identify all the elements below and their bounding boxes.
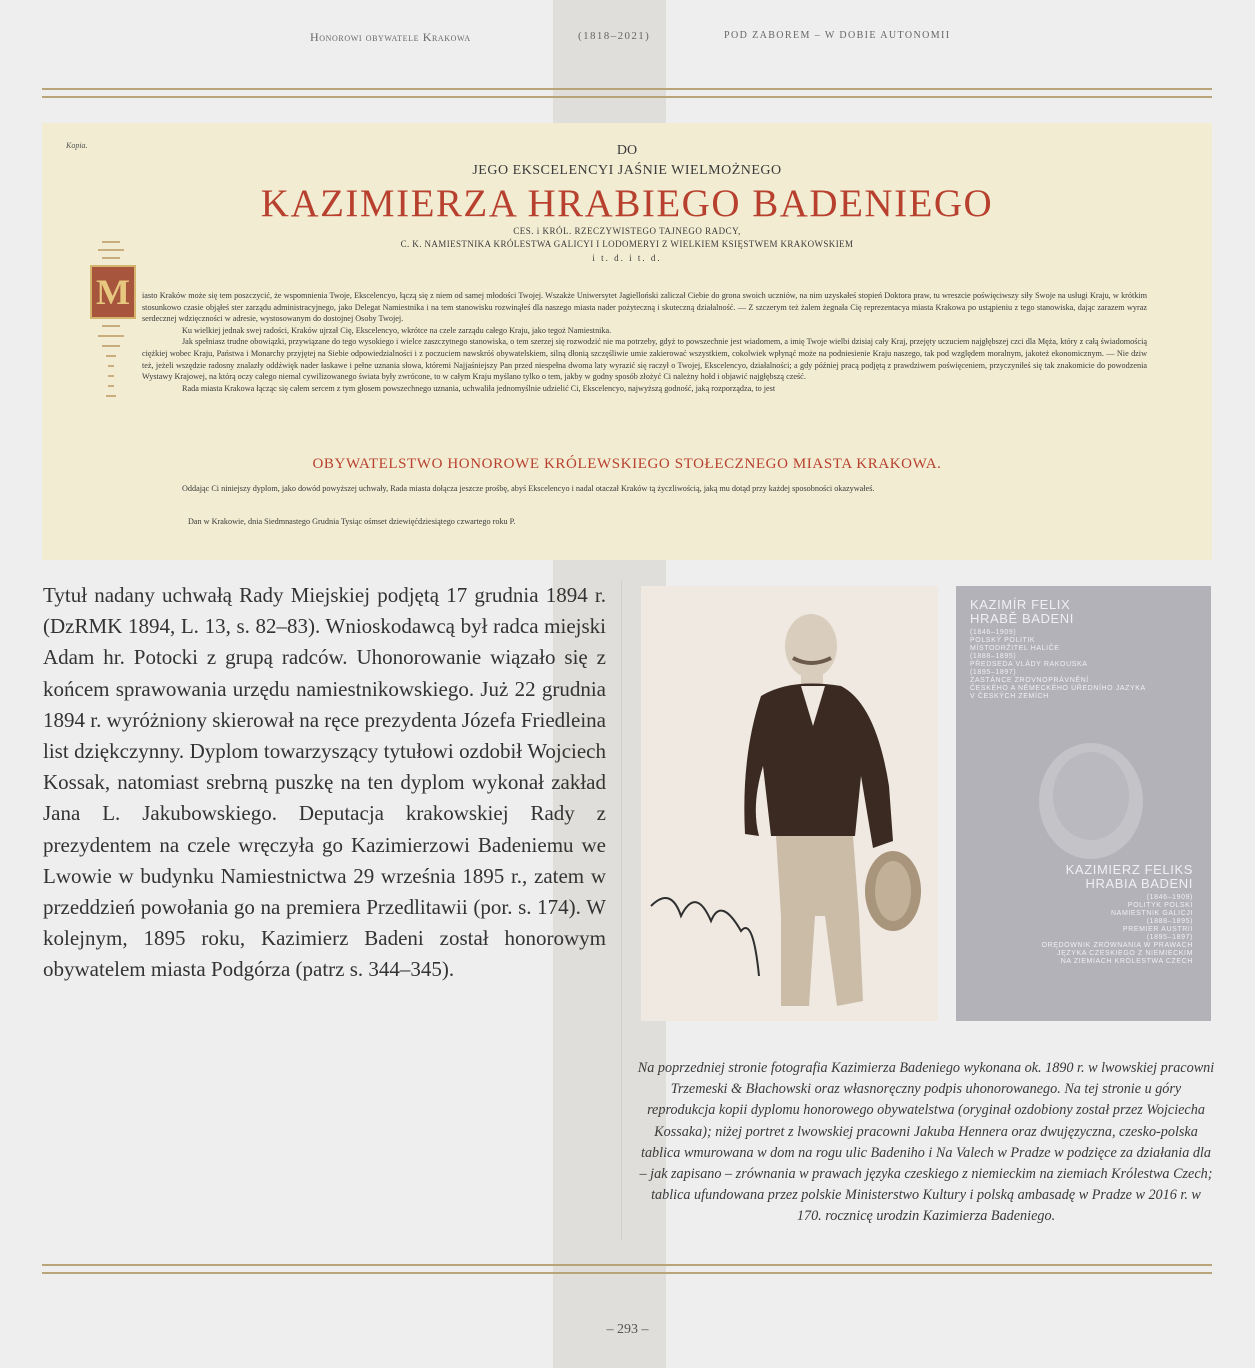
plaque-line: ČESKÉHO A NĚMECKÉHO ÚŘEDNÍHO JAZYKA	[970, 685, 1146, 692]
plaque-czech-name	[970, 598, 1211, 626]
plaque-line: (1888–1895)	[1146, 918, 1193, 925]
ornament-line	[102, 325, 120, 327]
ornament-line	[106, 395, 116, 397]
top-rule	[42, 88, 1212, 98]
plaque-line: ZASTÁNCE ZROVNOPRÁVNĚNÍ	[970, 677, 1089, 684]
diploma-paragraph: Ku wielkiej jednak swej radości, Kraków ujrzał Cię, Ekscelencyo, wkrótce na czele zarządu całego Kraju, jako tegoż Namiestnika.	[182, 325, 612, 335]
diploma-closing-paragraph: Oddając Ci niniejszy dyplom, jako dowód powyższej uchwały, Rada miasta dołącza jeszcze prośbę, abyś Ekscelencyo i nadal otaczał Kraków tą życzliwością, jaką mu dotąd przy każdej sposobności okazywałeś.	[182, 484, 875, 493]
running-header-right: POD ZABOREM – W DOBIE AUTONOMII	[724, 30, 951, 41]
memorial-plaque	[956, 586, 1211, 1021]
ornament-line	[108, 365, 114, 367]
main-text: Tytuł nadany uchwałą Rady Miejskiej podjętą 17 grudnia 1894 r. (DzRMK 1894, L. 13, s. 82–83). Wnioskodawcą był radca miejski Adam hr. Potocki z grupą radców. Uhonorowanie wiązało się z końcem sprawowania urzędu namiestnikowskiego. Już 22 grudnia 1894 r. wyróżniony skierował na ręce prezydenta Józefa Friedleina list dziękczynny. Dyplom towarzyszący tytułowi ozdobił Wojciech Kossak, natomiast srebrną puszkę na ten dyplom wykonał zakład Jana L. Jakubowskiego. Deputacja krakowskiej Rady z prezydentem na czele wręczyła go Kazimierzowi Badeniemu we Lwowie w budynku Namiestnictwa 29 września 1895 r., zatem w przeddzień powołania go na premiera Przedlitawii (por. s. 174). W kolejnym, 1895 roku, Kazimierz Badeni został honorowym obywatelem miasta Podgórza (patrz s. 344–345).	[43, 583, 606, 982]
plaque-line: POLSKÝ POLITIK	[970, 637, 1036, 644]
running-header-left: Honorowi obywatele Krakowa	[310, 30, 471, 44]
page-number: – 293 –	[606, 1322, 649, 1337]
diploma-address: JEGO EKSCELENCYI JAŚNIE WIELMOŻNEGO	[472, 163, 782, 178]
plaque-line: POLITYK POLSKI	[1127, 902, 1193, 909]
diploma-etc: i t. d. i t. d.	[592, 253, 662, 263]
ornament-line	[108, 375, 114, 377]
portrait-photo	[641, 586, 938, 1021]
ornament-line	[98, 249, 124, 251]
diploma-honorary-title: OBYWATELSTWO HONOROWE KRÓLEWSKIEGO STOŁECZNEGO MIASTA KRAKOWA.	[312, 456, 942, 472]
diploma-title-line-1: CES. i KRÓL. RZECZYWISTEGO TAJNEGO RADCY,	[513, 226, 741, 236]
plaque-line: ORĘDOWNIK ZRÓWNANIA W PRAWACH	[1041, 942, 1193, 949]
diploma-paragraph: Jak spełniasz trudne obowiązki, przywiązane do tego wysokiego i wielce zaszczytnego stanowiska, o tem szerzej się rozwodzić nie ma potrzeby, gdyż to powszechnie jest wiadomem, a imię Twoje wielbi dzisiaj cały Kraj, przejęty uczuciem najgłębszej czci dla Męża, który z całą świadomością ciężkiej wobec Kraju, Państwa i Monarchy przyjętej na Siebie odpowiedzialności i z poczuciem nawskróś obywatelskiem, silną dłonią szczęśliwie umie zakierować wszystkiem, cokolwiek wpłynąć może na podniesienie Kraju naszego, tak pod względem moralnym, jakoteż ekonomicznym. — Nie dziw też, jeżeli wszędzie radosny znalazły oddźwięk nader łaskawe i pełne uznania słowa, któremi Najjaśniejszy Pan przed niespełna dwoma laty wyrazić się raczył o Twojej, Ekscelencyo, działalności; a gdy później pracą podjętą z prawdziwem poświęceniem, przyczyniłeś się tak znakomicie do powodzenia Wystawy Krajowej, na którą oczy całego niemal cywilizowanego świata były zwrócone, to w całym Kraju myślano tylko o tem, jakby w godny sposób złożyć Ci należny hołd i objawić najgłębszą cześć.	[142, 337, 1147, 382]
plaque-line: NA ZIEMIACH KRÓLESTWA CZECH	[1060, 958, 1193, 965]
ornament-line	[98, 335, 124, 337]
column-divider	[621, 580, 622, 1240]
diploma-closing	[142, 483, 1147, 495]
plaque-line: MÍSTODRŽITEL HALIČE	[970, 645, 1060, 652]
diploma-reproduction	[42, 123, 1212, 560]
diploma-copy-label: Kopia.	[66, 141, 88, 150]
plaque-line: (1888–1895)	[970, 653, 1017, 660]
plaque-line: PŘEDSEDA VLÁDY RAKOUSKA	[970, 661, 1088, 668]
plaque-line: HRABIA BADENI	[1085, 876, 1193, 891]
plaque-line: (1895–1897)	[970, 669, 1017, 676]
plaque-polish-text	[956, 894, 1193, 966]
plaque-line: PREMIER AUSTRII	[1122, 926, 1193, 933]
bottom-rule	[42, 1264, 1212, 1274]
diploma-paragraph: iasto Kraków może się tem poszczycić, że wspomnienia Twoje, Ekscelencyo, łączą się z niem od samej młodości Twojej. Wszakże Uniwersytet Jagielloński zaliczał Ciebie do grona swoich uczniów, na nim uzyskałeś stopień Doktora praw, tu wreszcie poświęciwszy siły Swoje na usługi Kraju, w krótkim stosunkowo czasie objąłeś ster zarządu administracyjnego, jako Delegat Namiestnika i na tem stanowisku rozwinąłeś dla naszego miasta nader pożyteczną i skuteczną działalność. — Z szczerym też żalem żegnała Cię reprezentacya miasta Krakowa po ustąpieniu z tego stanowiska, dając zarazem wyraz serdecznej wdzięczności w adresie, wystosowanym do dostojnej Osoby Twojej.	[142, 291, 1147, 324]
ornament-line	[102, 257, 120, 259]
diploma-date-line: Dan w Krakowie, dnia Siedmnastego Grudnia Tysiąc ośmset dziewięćdziesiątego czwartego roku P.	[188, 517, 516, 526]
plaque-line: (1846–1909)	[1146, 894, 1193, 901]
ornament-line	[102, 345, 120, 347]
diploma-title-line-2: C. K. NAMIESTNIKA KRÓLESTWA GALICYI I LODOMERYI Z WIELKIEM KSIĘSTWEM KRAKOWSKIEM	[400, 239, 854, 249]
plaque-line: HRABĚ BADENI	[970, 611, 1075, 626]
plaque-line: NAMIESTNIK GALICJI	[1111, 910, 1193, 917]
diploma-do: DO	[616, 143, 638, 158]
figure-caption: Na poprzedniej stronie fotografia Kazimierza Badeniego wykonana ok. 1890 r. w lwowskiej pracowni Trzemeski & Błachowski oraz własnoręczny podpis uhonorowanego. Na tej stronie u góry reprodukcja kopii dyplomu honorowego obywatelstwa (oryginał ozdobiony został przez Wojciecha Kossaka); niżej portret z lwowskiej pracowni Jakuba Hennera oraz dwujęzyczna, czesko-polska tablica wmurowana w dom na rogu ulic Badeniho i Na Valech w Pradze w podzięce za działania dla – jak zapisano – zrównania w prawach języka czeskiego z niemieckim na ziemiach Królestwa Czech; tablica ufundowana przez polskie Ministerstwo Kultury i polską ambasadę w Pradze w 2016 r. w 170. rocznicę urodzin Kazimierza Badeniego.	[637, 1060, 1215, 1225]
diploma-paragraph: Rada miasta Krakowa łącząc się całem sercem z tym głosem powszechnego uznania, uchwaliła jednomyślnie udzielić Ci, Ekscelencyo, najwyższą godność, jaką rozporządza, to jest	[182, 383, 776, 393]
ornament-line	[106, 355, 116, 357]
portrait-illustration	[641, 586, 938, 1021]
diploma-recipient-name: KAZIMIERZA HRABIEGO BADENIEGO	[260, 182, 994, 225]
plaque-line: V ČESKÝCH ZEMÍCH	[970, 693, 1049, 700]
plaque-line: JĘZYKA CZESKIEGO Z NIEMIECKIM	[1056, 950, 1193, 957]
plaque-line: KAZIMIERZ FELIKS	[1065, 862, 1193, 877]
ornament-line	[102, 241, 120, 243]
illuminated-initial: M	[90, 265, 136, 319]
plaque-line: (1846–1909)	[970, 629, 1017, 636]
diploma-body	[142, 290, 1147, 394]
plaque-polish-name	[956, 863, 1193, 891]
ornament-line	[108, 385, 114, 387]
plaque-line: (1895–1897)	[1146, 934, 1193, 941]
plaque-line: KAZIMÍR FELIX	[970, 597, 1071, 612]
plaque-czech-text	[970, 629, 1211, 701]
running-header-center: (1818–2021)	[578, 30, 651, 42]
